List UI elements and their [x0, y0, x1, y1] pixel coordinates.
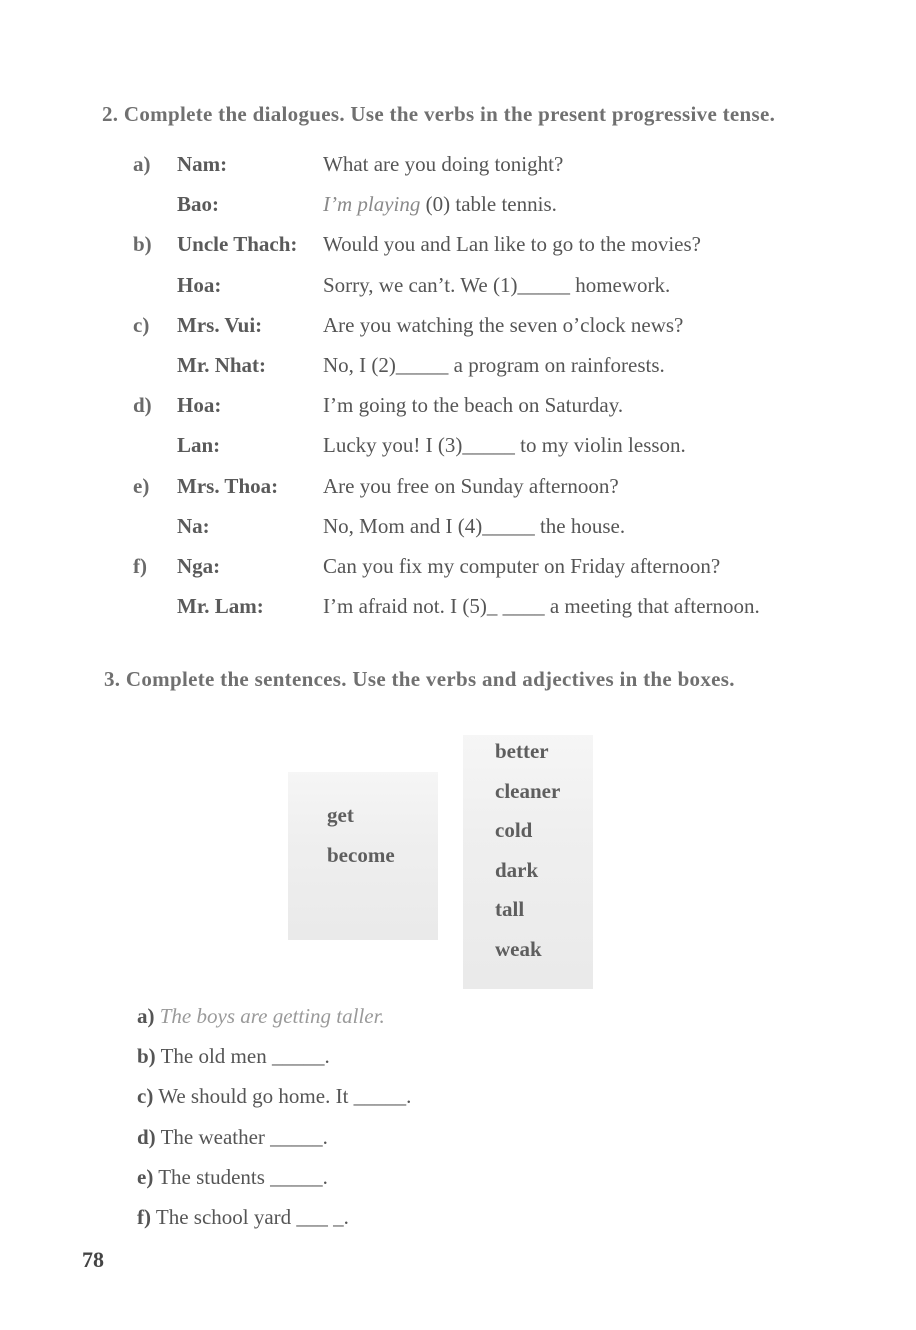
sentence-text: The weather _____.	[160, 1125, 328, 1149]
adjective-word: dark	[495, 858, 539, 882]
dialogue-text: Are you watching the seven o’clock news?	[323, 313, 684, 337]
speaker-name: Bao:	[177, 192, 219, 216]
dialogue-line	[0, 313, 916, 343]
dialogue-text: Can you fix my computer on Friday afternoon?	[323, 554, 721, 578]
speaker-name: Hoa:	[177, 393, 222, 417]
adjective-word: tall	[495, 897, 525, 921]
speaker-name: Nam:	[177, 152, 228, 176]
dialogue-text: I’m going to the beach on Saturday.	[323, 393, 624, 417]
dialogue-line	[0, 192, 916, 222]
dialogue-line	[0, 474, 916, 504]
speaker-name: Na:	[177, 514, 210, 538]
sentence-text: The students _____.	[158, 1165, 328, 1189]
adjective-word: better	[495, 739, 549, 763]
sentence-item	[137, 1125, 328, 1150]
dialogue-line	[0, 554, 916, 584]
sentence-letter: a)	[137, 1004, 155, 1028]
dialogue-line	[0, 594, 916, 624]
dialogue-letter: a)	[133, 152, 151, 176]
verb-word: become	[327, 843, 395, 867]
dialogue-letter: b)	[133, 232, 152, 256]
adjective-word: weak	[495, 937, 542, 961]
verb-word: get	[327, 803, 354, 827]
dialogue-line	[0, 433, 916, 463]
sentence-letter: f)	[137, 1205, 151, 1229]
sentence-text: The old men _____.	[160, 1044, 330, 1068]
dialogue-text: No, I (2)_____ a program on rainforests.	[323, 353, 665, 377]
adjective-word: cold	[495, 818, 533, 842]
sentence-item	[137, 1084, 411, 1109]
sentence-letter: c)	[137, 1084, 154, 1108]
dialogue-text: No, Mom and I (4)_____ the house.	[323, 514, 626, 538]
speaker-name: Mrs. Vui:	[177, 313, 263, 337]
speaker-name: Nga:	[177, 554, 221, 578]
speaker-name: Mr. Nhat:	[177, 353, 267, 377]
sentence-letter: d)	[137, 1125, 156, 1149]
page-number: 78	[82, 1247, 104, 1272]
dialogue-text: I’m afraid not. I (5)_ ____ a meeting that afternoon.	[323, 594, 760, 618]
exercise-2-heading: 2. Complete the dialogues. Use the verbs in the present progressive tense.	[102, 102, 776, 126]
example-answer: I’m playing	[323, 192, 421, 216]
dialogue-line	[0, 273, 916, 303]
sentence-text: The boys are getting taller.	[159, 1004, 385, 1028]
dialogue-text: Would you and Lan like to go to the movies?	[323, 232, 701, 256]
sentence-text: The school yard ___ _.	[155, 1205, 349, 1229]
dialogue-letter: c)	[133, 313, 150, 337]
dialogue-line	[0, 152, 916, 182]
sentence-letter: e)	[137, 1165, 154, 1189]
dialogue-text	[323, 192, 557, 217]
speaker-name: Uncle Thach:	[177, 232, 298, 256]
sentence-item	[137, 1165, 328, 1190]
speaker-name: Hoa:	[177, 273, 222, 297]
dialogue-text: What are you doing tonight?	[323, 152, 564, 176]
example-sentence	[137, 1004, 385, 1029]
dialogue-text: Lucky you! I (3)_____ to my violin lesson.	[323, 433, 686, 457]
dialogue-text-rest: (0) table tennis.	[420, 192, 557, 216]
speaker-name: Mr. Lam:	[177, 594, 264, 618]
sentence-text: We should go home. It _____.	[158, 1084, 412, 1108]
dialogue-letter: e)	[133, 474, 150, 498]
dialogue-line	[0, 232, 916, 262]
speaker-name: Lan:	[177, 433, 221, 457]
dialogue-line	[0, 393, 916, 423]
adjective-word: cleaner	[495, 779, 561, 803]
exercise-3-heading: 3. Complete the sentences. Use the verbs and adjectives in the boxes.	[104, 667, 735, 691]
dialogue-line	[0, 514, 916, 544]
dialogue-text: Are you free on Sunday afternoon?	[323, 474, 619, 498]
dialogue-letter: f)	[133, 554, 147, 578]
sentence-item	[137, 1205, 349, 1230]
sentence-letter: b)	[137, 1044, 156, 1068]
sentence-item	[137, 1044, 330, 1069]
dialogue-text: Sorry, we can’t. We (1)_____ homework.	[323, 273, 671, 297]
dialogue-line	[0, 353, 916, 383]
speaker-name: Mrs. Thoa:	[177, 474, 279, 498]
dialogue-letter: d)	[133, 393, 152, 417]
